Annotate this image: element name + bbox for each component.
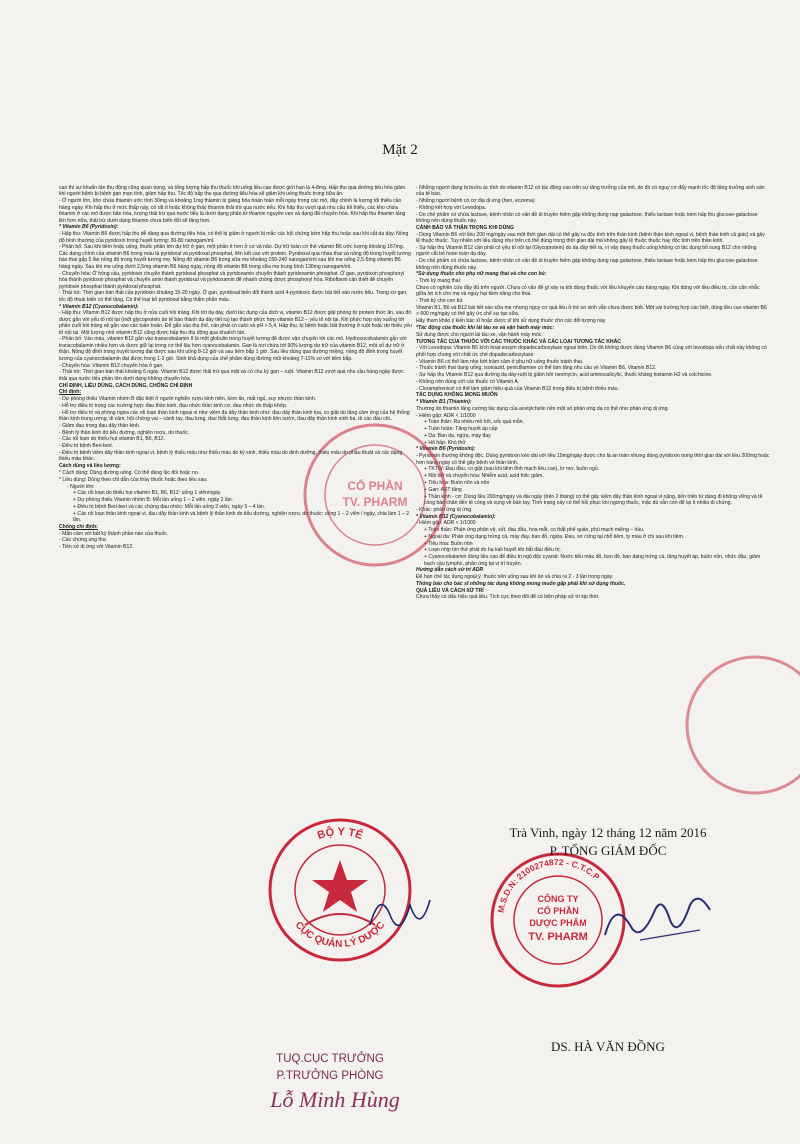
left_column-paragraph: + Điều trị bệnh Beri-beri và các chứng đau nhức: Mỗi lần uống 2 viên, ngày 3 – 4 lần. (73, 503, 266, 510)
right_column-paragraph: Hướng dẫn cách xử trí ADR (416, 567, 484, 574)
left_column-paragraph: - Chuyển hóa: Vitamin B12 chuyển hóa ở gan. (59, 362, 164, 369)
right_column-paragraph: * Vitamin B6 (Pyridoxin): (416, 446, 476, 453)
right_column-paragraph: - Pyridoxin thường không độc. Dùng pyridoxin kéo dài với liều 10mg/ngày được cho là an toàn nhưng dùng pyridoxin trong thời gian dài với liều 200mg hoặc hơn hàng ngày có thể gây bệnh về thần kinh. (416, 453, 770, 466)
right-text-column (416, 185, 770, 601)
page-title: Mặt 2 (382, 142, 418, 158)
right_column-paragraph: + Cyanocobalamin dùng liều cao để điều trị ngộ độc cyanid: Nước tiểu màu đỏ, ban đỏ, ban dạng trứng cá, tăng huyết áp, buồn nôn, nhức đầu, giảm bạch cầu lympho, phản ứng tại vị trí truyền. (424, 554, 761, 567)
right_column-paragraph: QUÁ LIỀU VÀ CÁCH XỬ TRÍ (416, 587, 484, 594)
right_column-paragraph: - Sự hấp thu Vitamin B12 qua đường dạ dày-ruột bị giảm bởi neomycin, acid aminosalicylic, thuốc kháng histamin H2 và colchicine. (416, 372, 713, 379)
right_column-paragraph: - Với Levodopa: Vitamin B6 kích hoạt enzym dopadecarboxylase ngoại biên. Do đó không được dùng Vitamin B6 cùng với levodopa nếu chất này không có phối hợp chung với chất ức chế dopadecarboxylase (416, 345, 767, 358)
right_column-paragraph: *Sử dụng thuốc cho phụ nữ mang thai và cho con bú: (416, 271, 547, 278)
right_column-paragraph: + Gan: AST tăng (424, 486, 462, 493)
company-stamp-line2: CỔ PHẦN (537, 906, 579, 916)
signature-date: Trà Vinh, ngày 12 tháng 12 năm 2016 (509, 825, 707, 840)
right_column-paragraph: - Dùng Vitamin B6 với liều 200 mg/ngày sau một thời gian dài có thể gây ra độc tính trên thần kinh (bệnh thần kinh ngoại vi, bệnh thần kinh cả giác) và gây lệ thuộc thuốc. Tuy nhiên với liều dùng như trên có thể dùng trong thời gian dài mà không gây lệ thuộc thuốc hay độc tính trên thần kinh. (416, 231, 765, 245)
left_column-paragraph: - Hỗ trợ điều trị và phòng ngừa các rối loạn thần kinh ngoại vi như viêm đa dây thần kinh như: đau dây thần kinh tọa, co giật do tăng cảm ứng của hệ thống thần kinh trung ương, di cảm, hội chứng vai – cánh tay, đau lưng, đau thắt lưng, đau thần kinh liên sườn, đau dây thần kinh sinh ba, tê các đầu chi.. (59, 409, 410, 423)
ministry-stamp-bottom-text: CỤC QUẢN LÝ DƯỢC (292, 919, 388, 951)
overlay-stamp-middle (300, 420, 450, 570)
right_column-paragraph: - Khác: phản ứng dị ứng. (416, 506, 473, 513)
right_column-paragraph: + Tuần hoàn: Tăng huyết áp cấp (424, 426, 498, 433)
left_column-paragraph: * Liều dùng: Dùng theo chỉ dẫn của thầy thuốc hoặc theo liều sau: (59, 476, 208, 483)
left_column-paragraph: - Chuyển hóa: Ở hồng cầu, pyridoxin chuyển thành pyridoxal phosphat và pyridoxamin chuyển thành pyridoxamin phosphat. Ở gan, pyridoxin phosphoryl hóa thành pyridoxin phosphat và chuyển amin thành pyridoxal và pyridoxamin để nhanh chóng được phosphoryl hóa. Riboflavin cần thiết để chuyển pyridoxin phosphat thành pyridoxal phosphat. (59, 270, 405, 290)
right_column-paragraph: - Cloramphenicol có thể làm giảm hiệu quả của Vitamin B12 trong điều trị bệnh thiếu máu. (416, 385, 619, 392)
left_column-paragraph: cao thì sự khuẩn tán thụ động cũng quan trọng, và tổng lượng hấp thu thuốc khi uống liều cao được giới hạn là 4-8mg. Hấp thu qua đường tiêu hóa giảm khi người bệnh bị bệnh gan mạn tính, giảm hấp thu. Tốc độ hấp thu qua đường tiêu hóa sẽ giảm khi uống thuốc trong bữa ăn. (59, 185, 406, 198)
left_column-paragraph: - Tiền sử dị ứng với Vitamin B12. (59, 544, 134, 551)
left_column-paragraph: * Cách dùng: Dùng đường uống. Có thể dùng lúc đói hoặc no. (59, 469, 200, 476)
svg-text:BỘ Y TẾ (316, 825, 365, 842)
right_column-paragraph: Thường do thiamin tăng cường tác dụng của acetylcholin nên một số phản ứng da có thể như phản ứng dị ứng. (416, 405, 669, 412)
left_column-paragraph: - Dự phòng thiếu Vitamin nhóm B đặc biệt ở người nghiện rượu kinh niên, kém ăn, mất ngủ, suy nhược thần kinh. (59, 396, 317, 403)
ministry-signer-name: Lỗ Minh Hùng (270, 1087, 400, 1112)
right_column-paragraph: - Do chế phẩm có chứa lactose, bệnh nhân có vấn đề di truyền hiếm gặp không dung nạp galactose, thiếu lactase hoặc kém hấp thu glucose-galactose không nên dùng thuốc này. (416, 211, 758, 225)
left_column-paragraph: * Vitamin B12 (Cyanocobalamin): (59, 303, 139, 310)
company-stamp-line3: DƯỢC PHẨM (529, 918, 587, 928)
left_column-paragraph: - Thải trừ: Thời gian bán thải của pyridoxin khoảng 15-20 ngày. Ở gan, pyridoxal biến đổi thành acid 4-pyridoxic được bài tiết vào nước tiểu. Trong xơ gan, tốc độ thoái biến có thể tăng. Có thể loại bỏ pyridoxal bằng thẩm phân máu. (59, 290, 408, 303)
right_column-paragraph: Sử dụng được cho người lái tàu xe, vận hành máy móc. (416, 331, 543, 338)
right_column-paragraph: - Vitamin B6 có thể làm nhẹ bớt trầm cảm ở phụ nữ uống thuốc tránh thai. (416, 358, 584, 365)
left_column-paragraph: - Bệnh lý thần kinh do tiểu đường, nghiện rượu, do thuốc. (59, 429, 190, 436)
right_column-paragraph: + TKTW: Đau đầu, co giật (sau khi tiêm tĩnh mạch liều cao), lơ mơ, buồn ngủ. (424, 466, 600, 473)
right_column-paragraph: Chưa có nghiên cứu đầy đủ trên người. Chưa có vấn đề gì xảy ra khi dùng thuốc với liều khuyến cáo hàng ngày. Khi dùng với liều điều trị, cần cân nhắc giữa lợi ích cho mẹ và nguy hại tiềm năng cho thai. (416, 285, 760, 298)
left_column-paragraph: - Ở người lớn, kho chứa thiamin ước tính 30mg và khoảng 1mg thiamin bị giáng hóa hoàn toàn mỗi ngày trong các mô, đây chính là lượng tối thiểu cần hàng ngày. Khi hấp thu ở mức thấp này, có rất ít hoặc không thấy thiamin thải trừ qua nước tiểu. Khi hấp thu vượt quá nhu cầu tối thiểu, các kho chứa thiamin ở các mô được bão hòa, lượng thải trừ qua nước tiểu là dưới dạng phân tử thiamin nguyên vẹn và dạng đã chuyển hóa. Khi hấp thu thiamin tăng lên hơn nữa, thải trừ dưới dạng thiamin chưa biến đổi sẽ tăng hơn. (59, 198, 406, 224)
right_column-paragraph: - Hiếm gặp: ADR < 1/1000 (416, 412, 476, 419)
right_column-paragraph: + Toàn thân: Ra nhiều mồ hôi, sốc quá mẫn. (424, 419, 525, 426)
left_column-paragraph: - Giảm đau trong đau dây thần kinh. (59, 422, 141, 429)
ministry-signer-line1: TUQ.CỤC TRƯỞNG (276, 1053, 384, 1065)
right_column-paragraph: + Tiêu hóa: Buồn nôn (424, 540, 473, 547)
right_column-paragraph: + Da: Ban da, ngứa, mày đay (424, 432, 491, 439)
right_column-paragraph: - Do chế phẩm có chứa lactose, bệnh nhân có vấn đề di truyền hiếm gặp không dung nạp galactose, thiếu lactase hoặc kém hấp thu glucose-galactose không nên dùng thuốc này. (416, 258, 758, 271)
right_column-paragraph: - Sự hấp thu Vitamin B12 cần phải có yếu tố nội tại (Glycoprotein) do dạ dày tiết ra, vì vậy dạng thuốc uống không có tác dụng bổ sung B12 cho những người cắt bỏ hoàn toàn dạ dày. (416, 245, 757, 258)
left_column-paragraph: - Thải trừ: Thời gian bán thải khoảng 6 ngày. Vitamin B12 được thải trừ qua mật và có chu kỳ gan – ruột. Vitamin B12 vượt quá nhu cầu hàng ngày được thải qua nước tiểu phần lớn dưới dạng không chuyển hóa. (59, 369, 404, 382)
overlay-stamp-right (680, 650, 800, 800)
left_column-paragraph: - Các rối loạn do thiếu hụt vitamin B1, B6, B12. (59, 436, 165, 443)
right_column-paragraph: Thông báo cho bác sĩ những tác dụng không mong muốn gặp phải khi sử dụng thuốc. (416, 580, 626, 587)
right_column-paragraph: Chưa thấy có dấu hiệu quá liều. Tích cực theo dõi để có biện pháp xử trí kịp thời. (416, 594, 600, 601)
left_column-paragraph: + Dự phòng thiếu Vitamin nhóm B: Mỗi lần uống 1 – 2 viên, ngày 2 lần. (73, 497, 234, 504)
right_column-paragraph: - Thời kỳ cho con bú: (416, 298, 464, 305)
right_column-paragraph: TƯƠNG TÁC CỦA THUỐC VỚI CÁC THUỐC KHÁC VÀ CÁC LOẠI TƯƠNG TÁC KHÁC (416, 338, 621, 345)
right_column-paragraph: + Hô hấp: Khó thở (424, 439, 466, 446)
right_column-paragraph: + Toàn thân: Phản ứng phản vệ, sốt, đau đầu, hoa mắt, co thắt phế quản, phù mạch miệng – hầu. (424, 527, 645, 534)
left_column-paragraph: - Phân bố: Vào máu, vitamin B12 gắn vào transcobalamin II là một globulin trong huyết tương để được vận chuyển tới các mô. Hydroxocobalamin gắn với transcobalamin nhiều hơn và được giữ lại trong cơ thể lâu hơn cyanocobalamin. Gan là nơi chứa tới 90% lượng dự trữ của vitamin B12, một số dự trữ ở thận. Nồng độ đỉnh trong huyết tương đạt được sau khi uống 8-12 giờ và sau tiêm bắp 1 giờ. Sau liều dùng qua đường miệng, nồng độ đỉnh trong huyết tương của cyanocobalamin đạt được trong 1-2 giờ. Sinh khả dụng của chế phẩm dùng đường mũi khoảng 7-11% so với tiêm bắp. (59, 336, 407, 362)
right_column-paragraph: + Thần kinh - cơ: Dùng liều 200mg/ngày và dài ngày (trên 2 tháng) có thể gây viêm dây thần kinh ngoại vi nặng, tiến triển từ dáng đi không vững và tê cóng bàn chân đến tê cóng và vụng về bàn tay. Tình trạng này có thể hồi phục khi ngừng thuốc, mặc dù vẫn còn để lại ít nhiều di chứng. (424, 493, 763, 507)
right_column-paragraph: + Ngoài da: Phản ứng dạng trứng cá, mày đay, ban đỏ, ngứa. Đau, xơ cứng tại chỗ tiêm, ty máu ở chi sau khi tiêm. (424, 533, 685, 540)
left_column-paragraph: Chống chỉ định: (59, 523, 98, 530)
right_column-paragraph: + Loạn nhịp tim thứ phát do hạ kali huyết khi bắt đầu điều trị. (424, 547, 561, 554)
overlay-stamp-text-1: CỔ PHẦN (347, 479, 403, 493)
right_column-paragraph: CẢNH BÁO VÀ THẬN TRỌNG KHI DÙNG (416, 225, 514, 231)
left_column-paragraph: CHỈ ĐỊNH, LIỀU DÙNG, CÁCH DÙNG, CHỐNG CHỈ ĐỊNH (59, 382, 193, 389)
right_column-paragraph: - Thuốc tránh thai dạng uống, isoniazid, penicillamine có thể làm tăng nhu cầu về Vitamin B6, Vitamin B12. (416, 365, 657, 372)
right_column-paragraph: - Những người bệnh có cơ địa dị ứng (hen, eczema) (416, 198, 535, 205)
company-stamp-line4: TV. PHARM (528, 931, 588, 943)
left_column-paragraph: - Hấp thu: Vitamin B12 được hấp thu ở nửa cuối hồi tràng. Khi tới dạ dày, dưới tác dụng của dịch vị, vitamin B12 được giải phóng từ protein thức ăn, sau đó được gắn với yếu tố nội tại (một glycoprotein do tế bào thành dạ dày tiết ra) tạo thành phức hợp vitamin B12 – yếu tố nội tại. Khi phức hợp này xuống tới phần cuối hồi tràng sẽ gắn vào các tuần hoàn. Để gắn vào thụ thể, cần phải có calci và pH > 5,4. Hấp thu, bị bệnh hoặc bất thường ở ruột hoặc do thiếu yếu tố nội tại. Một lượng nhỏ vitamin B12 cũng được hấp thu thụ động qua khuếch tán. (59, 310, 412, 336)
signer-name: DS. HÀ VĂN ĐỒNG (551, 1039, 665, 1054)
signer-title: P. TỔNG GIÁM ĐỐC (549, 843, 667, 858)
ministry-stamp-top-text: BỘ Y TẾ (315, 825, 365, 843)
right_column-paragraph: Vitamin B1, B6 và B12 bài tiết vào sữa mẹ nhưng nguy cơ quá liều ở trẻ sơ sinh vẫn chưa được biết. Một vài trường hợp các biệt, dùng liều cao vitamin B6 > 600 mg/ngày có thể gây ức chế sự tạo sữa. (416, 305, 767, 318)
left_column-paragraph: + Các rối loạn do thiếu hụt vitamin B1, B6, B12: uống 1 viên/ngày. (73, 490, 222, 497)
left_column-paragraph: - Mẫn cảm với bất kỳ thành phần nào của thuốc. (59, 530, 169, 537)
ministry-signature-scribble (360, 885, 440, 945)
left_column-paragraph: - Phân bố: Sau khi tiêm hoặc uống, thuốc phần lớn dự trữ ở gan, một phần ít hơn ở cơ và não. Dự trữ toàn cơ thể vitamin B6 ước lượng khoảng 167mg. Các dạng chính của vitamin B6 trong máu là pyridoxal và pyridoxal phosphat, liên kết cao với protein. Pyridoxal qua nhau thai và nồng độ trong huyết tương bào thai gấp 5 lần nồng độ trong huyết tương mẹ. Nồng độ vitamin B6 trong sữa mẹ khoảng 150-240 nanogam/ml sau khi mẹ uống 2,5-5mg vitamin B6 hàng ngày. Sau khi mẹ uống dưới 2,5mg vitamin B6 hàng ngày, nồng độ vitamin B6 trong sữa mẹ trung bình 130mg nanogam/ml. (59, 244, 411, 270)
left_column-paragraph: * Vitamin B6 (Pyridoxin): (59, 224, 119, 231)
left_column-paragraph: - Hỗ trợ điều trị trong các trường hợp: đau thần kinh, đau nhức thần kinh cơ, đau nhức do thấp khớp. (59, 402, 288, 409)
right_column-paragraph: + Nội tiết và chuyển hóa: Nhiễm acid, acid folic giảm. (424, 473, 544, 480)
right_column-paragraph: - Không kết hợp với Levodopa. (416, 205, 487, 211)
left_column-paragraph: - Hấp thu: Vitamin B6 được hấp thu dễ dàng qua đường tiêu hóa, có thể bị giảm ở người bị mắc các hội chứng kém hấp thu hoặc sau khi cắt dạ dày. Nồng độ bình thường của pyridoxin trong huyết tương: 30-80 nanogam/ml. (59, 231, 409, 244)
left_column-paragraph: + Các rối loạn thần kinh ngoại vi, đau dây thần kinh và bệnh lý thần kinh do tiểu đường, nghiện rượu, do thuốc: uống 1 – 2 viên / ngày, chia làm 1 – 2 lần. (73, 510, 410, 524)
right_column-paragraph: TÁC DỤNG KHÔNG MONG MUỐN (416, 392, 498, 399)
right_column-paragraph: - Hiếm gặp: ADR < 1/1000 (416, 520, 476, 527)
director-signature-scribble (600, 880, 720, 960)
right_column-paragraph: - Thời kỳ mang thai: (416, 278, 462, 285)
ministry-signer-line2: P.TRƯỞNG PHÒNG (276, 1070, 384, 1082)
company-stamp-line1: CÔNG TY (537, 894, 579, 904)
right_column-paragraph: - Không nên dùng với các thuốc có Vitamin A. (416, 378, 520, 385)
right_column-paragraph: * Vitamin B12 (Cyanocobalamin): (416, 513, 496, 520)
right_column-paragraph: Để hạn chế tác dụng ngoại ý, thuốc nên uống sau khi ăn và chia ra 2 - 3 lần trong ngày. (416, 574, 614, 581)
right_column-paragraph: *Tác động của thuốc khi lái tàu xe và vận hành máy móc: (416, 325, 555, 331)
overlay-stamp-text-2: TV. PHARM (342, 495, 408, 509)
left_column-paragraph: - Các chứng ung thư. (59, 537, 108, 544)
right_column-paragraph: * Vitamin B1 (Thiamin): (416, 399, 472, 406)
left_column-paragraph: - Điều trị bệnh Beri-beri. (59, 443, 114, 450)
left_column-paragraph: Chỉ định: (59, 389, 82, 396)
left_column-paragraph: Cách dùng và liều lượng: (59, 463, 121, 470)
right_column-paragraph: + Tiêu hóa: Buồn nôn và nôn (424, 480, 490, 487)
left_column-paragraph: - Điều trị bệnh viêm dây thần kinh ngoại vi, bệnh lý thiếu máu như thiếu máu do ký sinh, thiếu máu do dinh dưỡng, thiếu máu do phẫu thuật và các dạng thiếu máu khác. (59, 449, 403, 463)
right_column-paragraph: Hãy tham khảo ý kiến bác sĩ hoặc dược sĩ khi sử dụng thuốc cho các đối tượng này (416, 318, 606, 325)
left_column-paragraph: - Người lớn: (67, 483, 95, 490)
company-stamp-ring-text: M.S.D.N: 2100274872 - C.T.C.P (495, 856, 602, 914)
right_column-paragraph: - Những người đang bị bướu ác tính do vitamin B12 có tác động cao trên sự tăng trưởng của mô, do đó có nguy cơ đẩy mạnh tốc độ tăng trưởng sinh sản của tế bào. (416, 185, 765, 198)
